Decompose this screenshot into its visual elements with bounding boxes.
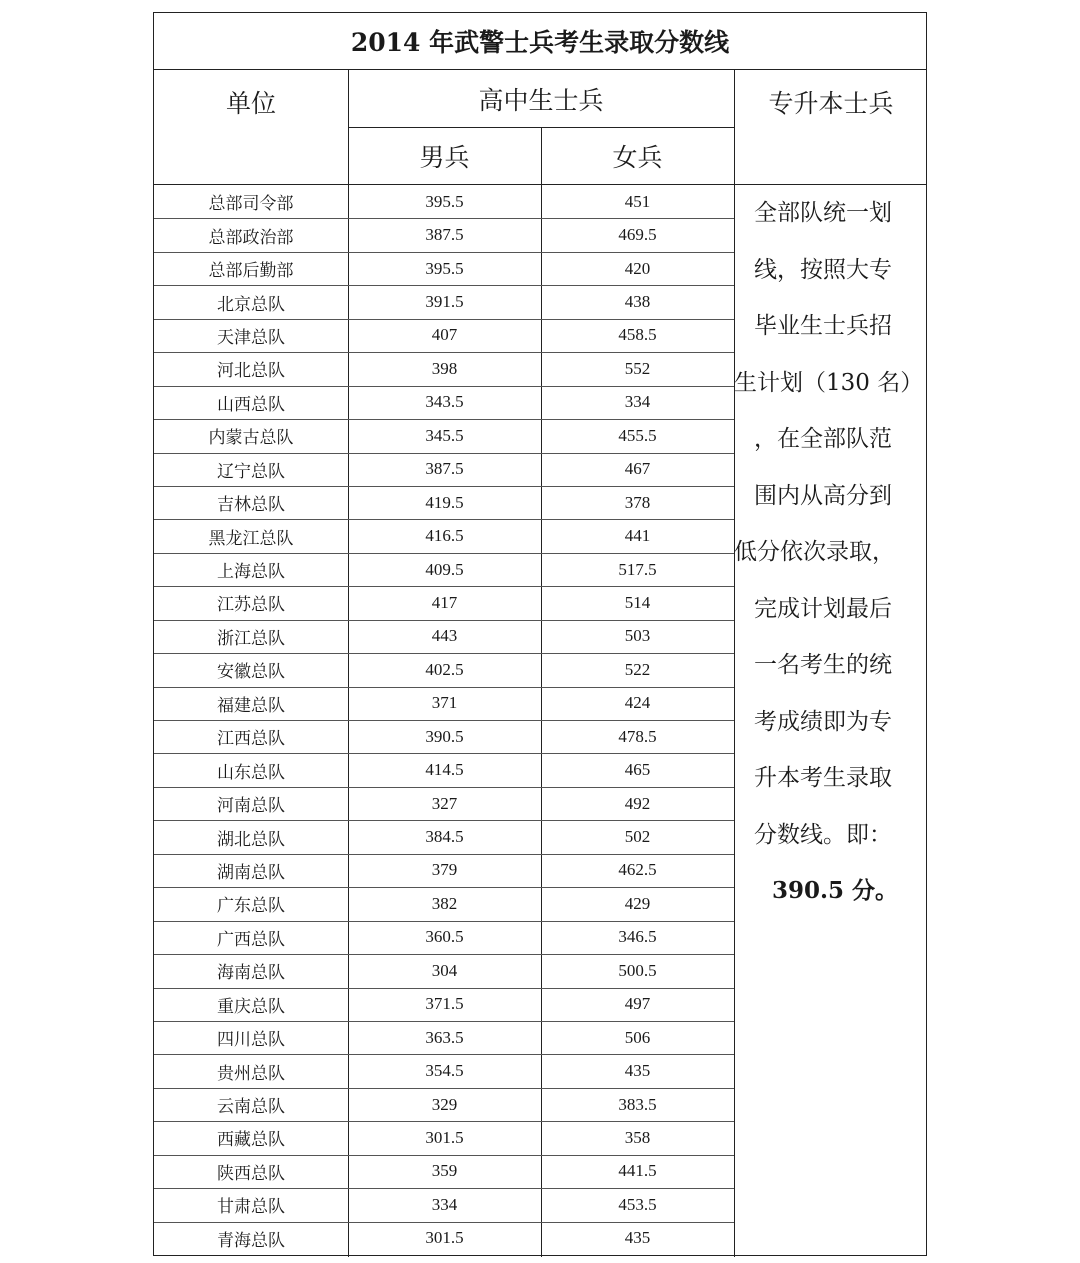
table-row <box>154 319 734 352</box>
cell-male: 382 <box>431 893 458 913</box>
table-row <box>154 887 734 920</box>
table-row <box>154 185 734 218</box>
cell-unit: 江西总队 <box>217 729 285 749</box>
table-row <box>154 1155 734 1188</box>
cell-unit: 山东总队 <box>217 762 285 782</box>
row-divider <box>154 887 734 888</box>
row-divider <box>154 921 734 922</box>
table-row <box>154 687 734 720</box>
note-line: 线，按照大专 <box>754 256 892 283</box>
cell-male: 329 <box>431 1094 458 1114</box>
cell-unit: 贵州总队 <box>217 1063 285 1083</box>
row-divider <box>154 1155 734 1156</box>
cell-unit: 上海总队 <box>217 562 285 582</box>
table-row <box>154 519 734 552</box>
cell-male: 301.5 <box>425 1127 464 1147</box>
row-divider <box>154 854 734 855</box>
table-row <box>154 1222 734 1255</box>
row-divider <box>154 653 734 654</box>
cell-female: 429 <box>624 893 651 913</box>
cell-unit: 北京总队 <box>217 294 285 314</box>
cell-unit: 西藏总队 <box>217 1130 285 1150</box>
row-divider <box>154 419 734 420</box>
table-row <box>154 1054 734 1087</box>
cell-male: 334 <box>431 1194 458 1214</box>
cell-male: 327 <box>431 793 458 813</box>
cell-male: 371 <box>431 693 458 713</box>
note-line: ，在全部队范 <box>754 426 892 452</box>
table-row <box>154 820 734 853</box>
row-divider <box>154 252 734 253</box>
cell-unit: 河北总队 <box>217 361 285 381</box>
cell-unit: 总部政治部 <box>208 227 294 247</box>
table-row <box>154 252 734 285</box>
table-row <box>154 1188 734 1221</box>
row-divider <box>154 720 734 721</box>
cell-unit: 福建总队 <box>217 695 285 715</box>
cell-male: 363.5 <box>425 1027 464 1047</box>
cell-male: 343.5 <box>425 392 464 412</box>
row-divider <box>154 553 734 554</box>
cell-female: 552 <box>624 358 651 378</box>
cell-male: 304 <box>431 960 458 980</box>
row-divider <box>154 1222 734 1223</box>
cell-unit: 吉林总队 <box>217 495 285 515</box>
table-row <box>154 352 734 385</box>
cell-female: 517.5 <box>618 559 657 579</box>
cell-male: 379 <box>431 860 458 880</box>
cell-female: 502 <box>624 827 651 847</box>
cell-male: 443 <box>431 626 458 646</box>
cell-unit: 海南总队 <box>217 963 285 983</box>
note-line: 一名考生的统 <box>754 652 892 678</box>
row-divider <box>154 787 734 788</box>
row-divider <box>154 954 734 955</box>
table-row <box>154 419 734 452</box>
table-row <box>154 386 734 419</box>
note-line: 低分依次录取， <box>734 539 895 565</box>
cell-unit: 湖南总队 <box>217 862 285 882</box>
table-row <box>154 453 734 486</box>
cell-male: 390.5 <box>425 726 464 746</box>
row-divider <box>154 1088 734 1089</box>
note-line: 分数线。即： <box>754 821 892 848</box>
cell-female: 455.5 <box>618 425 657 445</box>
cell-male: 414.5 <box>425 760 464 780</box>
header-male: 男兵 <box>419 143 470 172</box>
cell-female: 506 <box>624 1027 651 1047</box>
cell-female: 383.5 <box>618 1094 657 1114</box>
cell-female: 346.5 <box>618 927 657 947</box>
row-divider <box>154 319 734 320</box>
cell-unit: 辽宁总队 <box>217 461 285 481</box>
header-high-school: 高中生士兵 <box>478 85 604 115</box>
cell-male: 402.5 <box>425 659 464 679</box>
table-row <box>154 620 734 653</box>
cell-male: 419.5 <box>425 492 464 512</box>
cell-unit: 广东总队 <box>217 896 285 916</box>
cell-male: 398 <box>431 358 458 378</box>
cell-unit: 广西总队 <box>217 929 285 949</box>
row-divider <box>154 820 734 821</box>
note-line: 390.5 分。 <box>772 877 899 904</box>
cell-male: 387.5 <box>425 459 464 479</box>
cell-female: 451 <box>624 191 651 211</box>
header-female: 女兵 <box>612 143 663 172</box>
cell-female: 462.5 <box>618 860 657 880</box>
cell-unit: 江苏总队 <box>217 595 285 615</box>
row-divider <box>154 620 734 621</box>
cell-unit: 甘肃总队 <box>217 1197 285 1217</box>
cell-female: 522 <box>624 659 651 679</box>
cell-unit: 总部后勤部 <box>208 261 294 281</box>
cell-female: 469.5 <box>618 225 657 245</box>
note-line: 生计划（130 名） <box>734 369 924 396</box>
row-divider <box>154 519 734 520</box>
table-row <box>154 285 734 318</box>
cell-unit: 浙江总队 <box>217 628 285 648</box>
table-row <box>154 854 734 887</box>
table-row <box>154 921 734 954</box>
note-line: 围内从高分到 <box>754 482 892 509</box>
row-divider <box>154 486 734 487</box>
cell-male: 371.5 <box>425 994 464 1014</box>
cell-female: 420 <box>624 258 651 278</box>
cell-male: 416.5 <box>425 526 464 546</box>
cell-female: 378 <box>624 492 651 512</box>
cell-unit: 重庆总队 <box>217 996 285 1016</box>
cell-unit: 安徽总队 <box>217 662 285 682</box>
cell-unit: 总部司令部 <box>208 194 294 214</box>
cell-female: 435 <box>624 1228 651 1248</box>
row-divider <box>154 1054 734 1055</box>
note-line: 考成绩即为专 <box>754 708 892 735</box>
table-row <box>154 787 734 820</box>
row-divider <box>154 988 734 989</box>
table-row <box>154 954 734 987</box>
cell-male: 345.5 <box>425 425 464 445</box>
cell-unit: 山西总队 <box>217 394 285 414</box>
note-line: 完成计划最后 <box>754 595 892 622</box>
row-divider <box>154 687 734 688</box>
cell-male: 301.5 <box>425 1228 464 1248</box>
cell-male: 391.5 <box>425 292 464 312</box>
table-row <box>154 1121 734 1154</box>
header-unit: 单位 <box>225 89 276 118</box>
table-row <box>154 1021 734 1054</box>
cell-male: 409.5 <box>425 559 464 579</box>
cell-female: 497 <box>624 994 651 1014</box>
row-divider <box>154 1121 734 1122</box>
cell-male: 417 <box>431 592 458 612</box>
note-line: 毕业生士兵招 <box>754 313 892 339</box>
cell-unit: 陕西总队 <box>217 1163 285 1183</box>
row-divider <box>154 1188 734 1189</box>
cell-unit: 青海总队 <box>217 1230 285 1250</box>
table-row <box>154 553 734 586</box>
table-row <box>154 218 734 251</box>
cell-male: 360.5 <box>425 927 464 947</box>
cell-unit: 黑龙江总队 <box>208 528 294 548</box>
cell-unit: 云南总队 <box>217 1097 285 1117</box>
college-note <box>734 185 928 920</box>
table-row <box>154 1088 734 1121</box>
cell-female: 465 <box>624 760 651 780</box>
cell-unit: 河南总队 <box>217 796 285 816</box>
table-body <box>154 185 734 1255</box>
cell-male: 384.5 <box>425 827 464 847</box>
header-college: 专升本士兵 <box>768 89 894 118</box>
row-divider <box>154 352 734 353</box>
cell-female: 441.5 <box>618 1161 657 1181</box>
table-title: 2014 年武警士兵考生录取分数线 <box>154 13 926 70</box>
cell-male: 387.5 <box>425 225 464 245</box>
row-divider <box>154 386 734 387</box>
cell-unit: 四川总队 <box>217 1030 285 1050</box>
table-row <box>154 988 734 1021</box>
cell-male: 407 <box>431 325 458 345</box>
table-row <box>154 586 734 619</box>
cell-unit: 天津总队 <box>217 327 285 347</box>
divider <box>348 127 734 128</box>
table-row <box>154 486 734 519</box>
cell-female: 478.5 <box>618 726 657 746</box>
table-row <box>154 653 734 686</box>
cell-female: 453.5 <box>618 1194 657 1214</box>
note-line: 全部队统一划 <box>754 200 892 226</box>
cell-unit: 湖北总队 <box>217 829 285 849</box>
cell-female: 441 <box>624 526 651 546</box>
cell-female: 334 <box>624 392 651 412</box>
row-divider <box>154 1021 734 1022</box>
note-line: 升本考生录取 <box>754 765 892 791</box>
table-row <box>154 720 734 753</box>
row-divider <box>154 753 734 754</box>
cell-female: 492 <box>624 793 651 813</box>
cell-female: 467 <box>624 459 651 479</box>
cell-female: 358 <box>624 1127 651 1147</box>
cell-female: 424 <box>624 693 651 713</box>
table-row <box>154 753 734 786</box>
cell-male: 354.5 <box>425 1061 464 1081</box>
cell-unit: 内蒙古总队 <box>208 428 294 448</box>
cell-male: 395.5 <box>425 191 464 211</box>
row-divider <box>154 453 734 454</box>
cell-female: 438 <box>624 292 651 312</box>
cell-female: 458.5 <box>618 325 657 345</box>
cell-female: 435 <box>624 1061 651 1081</box>
row-divider <box>154 586 734 587</box>
score-table <box>153 12 927 1256</box>
row-divider <box>154 218 734 219</box>
cell-female: 514 <box>624 592 651 612</box>
row-divider <box>154 285 734 286</box>
cell-male: 359 <box>431 1161 458 1181</box>
cell-female: 503 <box>624 626 651 646</box>
cell-female: 500.5 <box>618 960 657 980</box>
cell-male: 395.5 <box>425 258 464 278</box>
